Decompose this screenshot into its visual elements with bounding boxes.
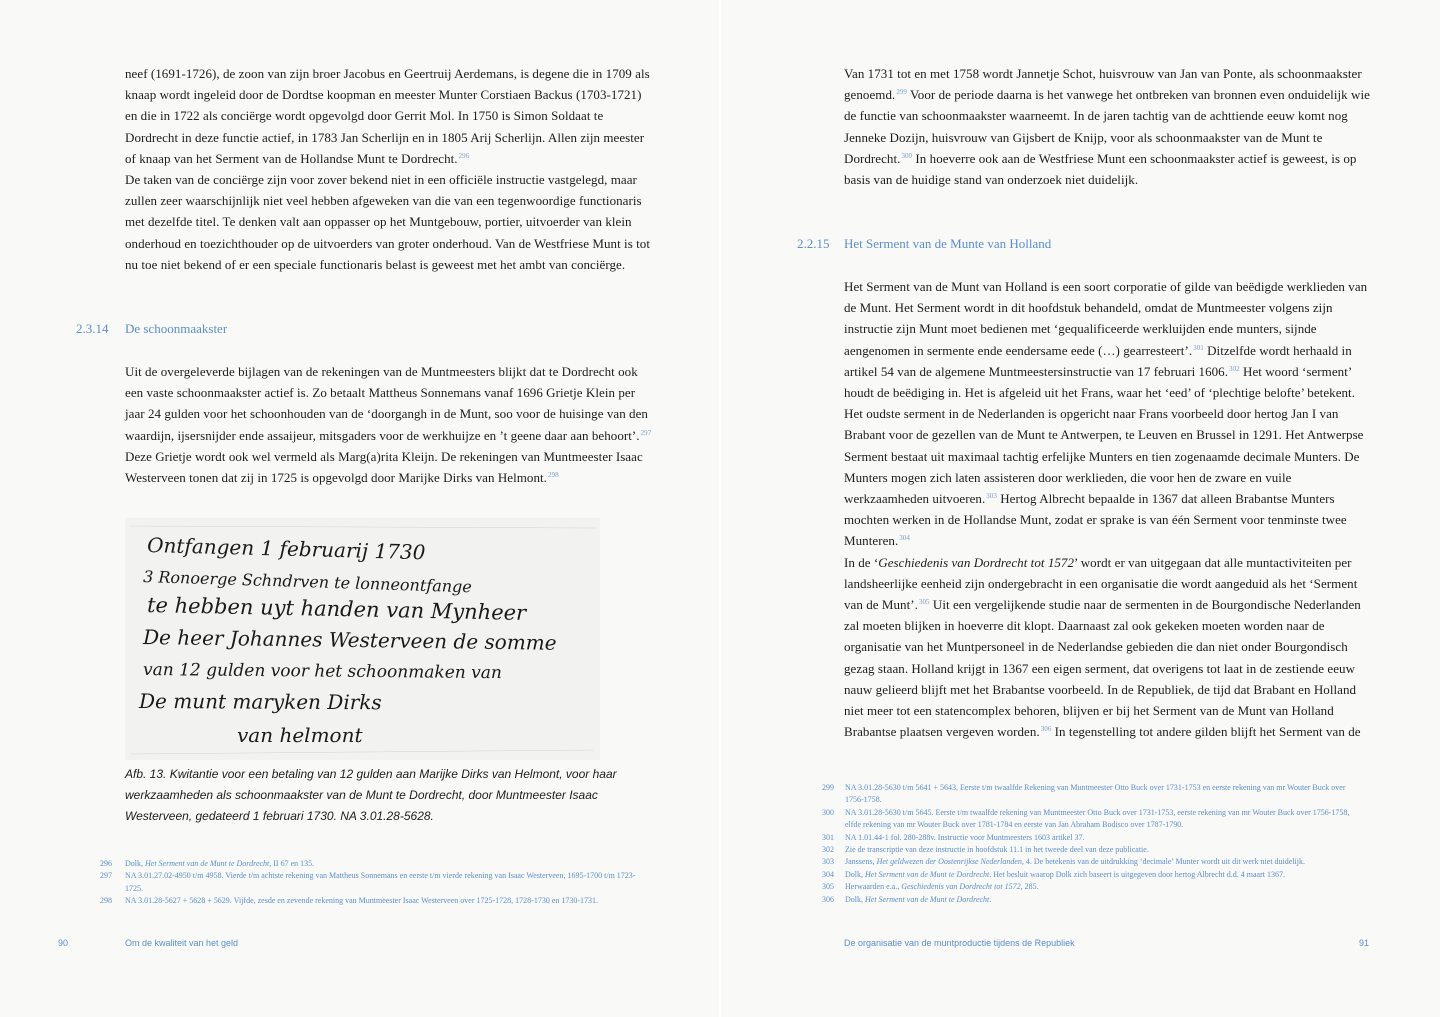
section-title: De schoonmaakster [125,321,228,336]
footnote-marker[interactable]: 302 [1229,364,1240,373]
text-run: NA 3.01.28-5627 + 5628 + 5629. Vijfde, zesde en zevende rekening van Muntmeester Isaac Westerveen over 1725-1728, 1728-1730 en 1730-1731. [125,896,599,906]
footnote-marker[interactable]: 297 [640,428,652,437]
footnote [100,895,650,907]
text-run: Uit een vergelijkende studie naar de sermenten in de Bourgondische Nederlanden zal moeten blijken in hoeverre dit klopt. Daarnaast zal ook gekeken moeten worden naar de organisatie van het Muntpersoneel in de Nederlandse gebieden die dan niet onder Bourgondisch gezag staan. Holland krijgt in 1367 een eigen serment, dat overigens tot laat in de zestiende eeuw nauw gelieerd blijft met het Brabantse voorbeeld. In de Republiek, de tijd dat Brabant en Holland niet meer tot een statencomplex behoren, blijven er bij het Serment van de Munt van Holland Brabantse plaatsen vergeven worden. [844,597,1361,740]
left-footer-running-title: Om de kwaliteit van het geld [125,938,239,948]
footnote-text [125,870,650,895]
italic-title: Het Serment van de Munt te Dordrecht [865,869,990,879]
left-body-text [125,63,653,275]
italic-title: Het Serment van de Munt te Dordrecht [145,859,270,868]
footnote-marker[interactable]: 298 [547,471,559,480]
text-run: , II 67 en 135. [269,859,315,868]
text-run: . Het besluit waarop Dolk zich baseert is uitgegeven door hertog Albrecht d.d. 4 maart 1367. [989,869,1285,879]
paragraph [125,63,653,169]
footnote-text [845,832,1366,844]
text-run: NA 3.01.28-5630 t/m 5641 + 5643. Eerste t/m twaalfde Rekening van Muntmeester Otto Buck over 1731-1753 en eerste rekening van mr Wouter Buck over 1756-1758. [845,783,1346,805]
text-run: Uit de overgeleverde bijlagen van de rekeningen van de Muntmeesters blijkt dat te Dordrecht ook een vaste schoonmaakster actief is. Zo betaalt Mattheus Sonnemans vanaf 1696 Grietje Klein per jaar 24 gulden voor het schoonhouden van de ‘doorgangh in de Munt, soo voor de huisinge van den waardijn, ijsersnijder ende assaijeur, mitsgaders voor de werkhuijze en ’t geene daar aan behoort’. [125,364,648,443]
text-run: , 4. De betekenis van de uitdrukking ‘decimale’ Munter wordt uit dit werk niet duidelijk. [1021,857,1305,867]
footnote [821,869,1366,881]
footnote-text [845,881,1366,893]
text-run: neef (1691-1726), de zoon van zijn broer Jacobus en Geertruij Aerdemans, is degene die in 1709 als knaap wordt ingeleid door de Dordtse koopman en meester Munter Corstiaen Backus (1703-1721) en die in 1722 als conciërge wordt opgevolgd door Gerrit Mol. In 1750 is Simon Soldaat te Dordrecht in deze functie actief, in 1783 Jan Scherlijn en in 1805 Arij Scherlijn. Allen zijn meester of knaap van het Serment van de Hollandse Munt te Dordrecht. [125,66,650,166]
paragraph [844,63,1374,190]
text-run: Zie de transcriptie van deze instructie in hoofdstuk 11.1 in het tweede deel van deze publicatie. [845,845,1149,855]
text-run: In tegenstelling tot andere gilden blijft het Serment van de [1051,724,1361,740]
footnote-text [845,782,1366,807]
text-run: Janssens, [845,857,877,867]
text-run: NA 1.01.44-1 fol. 280-288v. Instructie voor Muntmeesters 1603 artikel 37. [845,832,1085,842]
handwritten-receipt-image [125,518,600,760]
handwriting-line: van helmont [237,723,363,747]
italic-title: Het Serment van de Munt te Dordrecht [865,894,990,904]
footnote-number: 306 [822,894,834,904]
text-run: Ditzelfde wordt herhaald in artikel 54 van de algemene Muntmeestersinstructie van 17 februari 1606. [844,342,1352,379]
text-run: Het Serment van de Munt van Holland is een soort corporatie of gilde van beëdigde werklieden van de Munt. Het Serment wordt in dit hoofdstuk behandeld, omdat de Muntmeester volgens zijn instructie zijn Munt moet bedienen met ‘gequalificeerde werkluijden ende munters, sijnde aengenomen in sermente ende eendersame eede (…) gearresteert’. [844,279,1368,358]
text-run: Dolk, [845,869,865,879]
italic-title: Het geldwezen der Oostenrijkse Nederlanden [876,857,1022,867]
paragraph [125,169,653,275]
text-run: Van 1731 tot en met 1758 wordt Jannetje Schot, huisvrouw van Jan van Ponte, als schoonmaakster genoemd. [844,66,1362,103]
left-footnotes [100,858,650,908]
receipt-figure [125,518,600,760]
footnote-number: 297 [100,871,112,881]
handwriting-line: De munt maryken Dirks [138,689,382,715]
footnote [821,807,1366,832]
text-run: Voor de periode daarna is het vanwege het ontbreken van bronnen even onduidelijk wie de functie van schoonmaakster waarneemt. In de jaren tachtig van de achttiende eeuw komt nog Jenneke Dozijn, huisvrouw van Gijsbert de Knijp, voor als schoonmaakster van de Munt te Dordrecht. [844,87,1370,166]
footnote-text [845,856,1366,868]
right-page [721,0,1440,1017]
text-run: In hoeverre ook aan de Westfriese Munt een schoonmaakster actief is geweest, is op basis van de huidige stand van onderzoek niet duidelijk. [844,150,1357,188]
right-body-text [844,63,1374,190]
footnote [821,844,1366,856]
paragraph [844,276,1374,552]
footnote-marker[interactable]: 296 [458,151,470,160]
footnote-marker[interactable]: 304 [899,534,910,543]
footnote-marker[interactable]: 301 [1193,343,1204,352]
text-run: In de ‘ [844,554,879,570]
footnote [100,858,650,870]
footnote-number: 302 [822,845,834,855]
italic-title: Geschiedenis van Dordrecht tot 1572 [901,882,1021,892]
right-section-text [844,276,1374,742]
handwriting-line: De heer Johannes Westerveen de somme [142,625,557,655]
footnote-marker[interactable]: 305 [918,598,930,607]
section-heading-schoonmaakster [76,321,636,339]
section-number: 2.3.14 [76,321,109,336]
paragraph [844,552,1374,743]
footnote-number: 299 [822,783,834,792]
text-run: NA 3.01.28-5630 t/m 5645. Eerste t/m twaalfde rekening van Muntmeester Otto Buck over 1731-1753, eerste rekening van mr Wouter Buck over 1756-1758, elfde rekening van mr Wouter Buck over 1781-1784 en eerste van Jan Abraham Bodisco over 1787-1790. [845,807,1350,830]
footnote-marker[interactable]: 299 [896,88,907,97]
footnote-text [845,807,1366,832]
figure-caption: Afb. 13. Kwitantie voor een betaling van 12 gulden aan Marijke Dirks van Helmont, voor haar werkzaamheden als schoonmaakster van de Munt te Dordrecht, door Muntmeester Isaac Westerveen, gedateerd 1 februari 1730. NA 3.01.28-5628. [125,767,617,823]
footnote-number: 298 [100,896,112,906]
handwriting-line: te hebben uyt handen van Mynheer [146,593,527,625]
footnote-marker[interactable]: 300 [901,151,913,160]
footnote [821,881,1366,893]
handwriting-line: van 12 gulden voor het schoonmaken van [142,660,502,684]
left-section-text [125,361,653,488]
text-run: Deze Grietje wordt ook wel vermeld als Marg(a)rita Kleijn. De rekeningen van Muntmeester Isaac Westerveen tonen dat zij in 1725 is opgevolgd door Marijke Dirks van Helmont. [125,448,643,486]
text-run: Dolk, [845,894,865,904]
footnote-text [125,858,650,870]
text-run: Het woord ‘serment’ houdt de beëdiging in. Het is afgeleid uit het Frans, waar het ‘eed’ of ‘plechtige belofte’ betekent. Het oudste serment in de Nederlanden is opgericht naar Frans voorbeeld door hertog Jan I van Brabant voor de gezellen van de Munt te Antwerpen, te Leuven en Brussel in 1291. Het Antwerpse Serment bestaat uit maximaal tachtig erfelijke Munters en tien zogenaamde decimale Munters. De Munters mogen zich laten assisteren door werklieden, die voor hen de zware en vuile werkzaamheden uitvoeren. [844,363,1364,507]
right-footer-page-number: 91 [1359,938,1370,948]
footnote-number: 304 [822,869,834,879]
footnote-text [845,894,1366,906]
handwriting-line: Ontfangen 1 februarij 1730 [146,533,426,565]
left-footer-page-number: 90 [58,938,69,948]
text-run: . [989,894,992,904]
section-heading-serment [797,236,1397,254]
footnote-number: 303 [822,857,834,867]
paragraph [125,361,653,488]
left-page [0,0,719,1017]
footnote [821,782,1366,807]
footnote-marker[interactable]: 306 [1040,725,1052,734]
footnote-text [845,844,1366,856]
footnote-number: 300 [822,807,834,817]
section-title: Het Serment van de Munte van Holland [844,236,1052,251]
italic-title: Geschiedenis van Dordrecht tot 1572 [878,554,1075,570]
footnote [821,832,1366,844]
text-run: ’ wordt er van uitgegaan dat alle muntactiviteiten per landsheerlijke eenheid zijn ondergebracht in een organisatie die wordt aangeduid als het ‘Serment van de Munt’. [844,554,1358,613]
footnote [821,856,1366,868]
handwriting-line: 3 Ronoerge Schndrven te lonneontfange [142,567,473,597]
text-run: NA 3.01.27.02-4950 t/m 4958. Vierde t/m achtste rekening van Mattheus Sonnemans en eerste t/m vierde rekening van Isaac Westerveen, 1695-1700 t/m 1723-1725. [125,871,636,893]
footnote-marker[interactable]: 303 [986,492,997,501]
footnote-text [125,895,650,907]
section-number: 2.2.15 [797,236,830,251]
text-run: Herwaarden e.a., [845,882,902,892]
text-run: Hertog Albrecht bepaalde in 1367 dat alleen Brabantse Munters mochten werken in de Hollandse Munt, zodat er sprake is van één Serment voor tenminste twee Munteren. [844,491,1347,549]
text-run: De taken van de conciërge zijn voor zover bekend niet in een officiële instructie vastgelegd, maar zullen zeer waarschijnlijk niet veel hebben afgeweken van die van een tegenwoordige functionaris met dezelfde titel. Te denken valt aan oppasser op het Muntgebouw, portier, uitvoerder van klein onderhoud en toezichthouder op de uitvoerders van groter onderhoud. Van de Westfriese Munt is tot nu toe niet bekend of er een speciale functionaris belast is geweest met het ambt van conciërge. [125,172,650,272]
footnote-number: 305 [822,882,834,892]
text-run: , 285. [1020,882,1039,892]
footnote-number: 296 [100,859,112,868]
right-footer-running-title: De organisatie van de muntproductie tijdens de Republiek [844,938,1075,948]
footnote [100,870,650,895]
footnote-text [845,869,1366,881]
footnote [821,894,1366,906]
right-footnotes [821,782,1366,906]
text-run: Dolk, [125,859,145,868]
footnote-number: 301 [822,832,834,842]
